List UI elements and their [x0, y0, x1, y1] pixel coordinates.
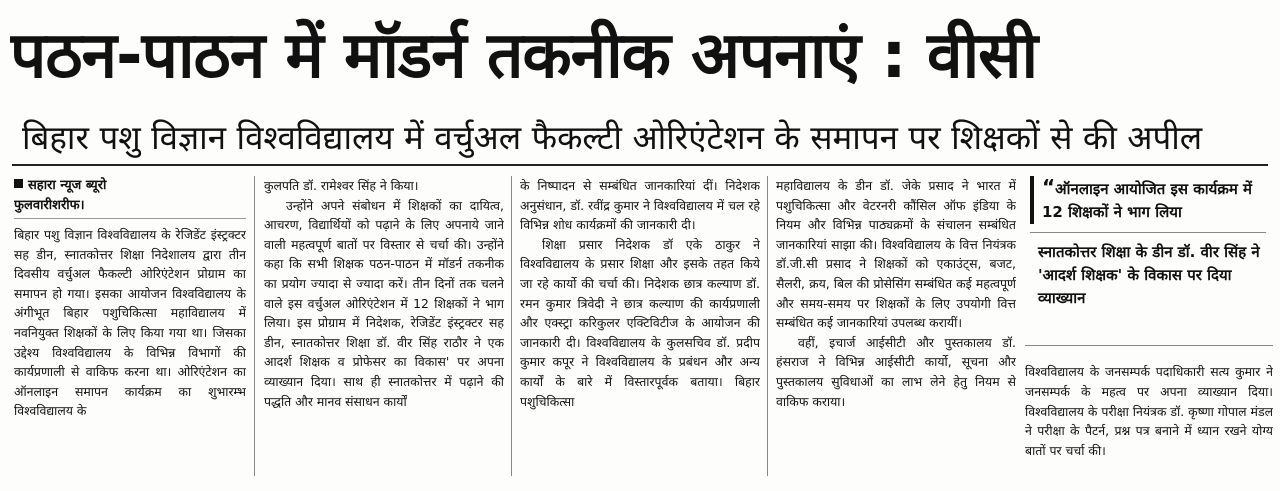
highlight-bottom-rule — [1025, 345, 1273, 346]
column-divider — [254, 176, 255, 476]
column-divider — [767, 176, 768, 476]
highlight-box — [1030, 176, 1266, 310]
square-bullet-icon — [14, 179, 23, 188]
paragraph: वहीं, इचार्ज आईसीटी और पुस्तकालय डॉ. हंसराज ने विभिन्न आईसीटी कार्यो, सूचना और पुस्तकालय सुविधाओं का लाभ लेने हेतु नियम से वाकिफ कराया। — [776, 334, 1016, 409]
paragraph: महाविद्यालय के डीन डॉ. जेके प्रसाद ने भारत में पशुचिकित्सा और वेटरनरी कौंसिल ऑफ इंडिया के नियम और विभिन्न पाठ्यक्रमों के संचालन सम्बंधित जानकारियां साझा की। विश्वविद्यालय के वित्त नियंत्रक डॉ.जी.सी प्रसाद ने शिक्षकों को एकाउंट्स, बजट, सैलरी, क्रय, बिल की प्रोसेसिंग सम्बंधित कई महत्वपूर्ण और समय-समय पर शिक्षकों के लिए उपयोगी वित्त सम्बंधित कई जानकारियां उपलब्ध करायीं। — [776, 178, 1016, 331]
dateline: फुलवारीशरीफ। — [14, 196, 246, 219]
column-divider — [511, 176, 512, 476]
paragraph: कुलपति डॉ. रामेश्वर सिंह ने किया। — [264, 178, 419, 193]
article-column-4 — [776, 176, 1016, 481]
subheadline: बिहार पशु विज्ञान विश्वविद्यालय में वर्चुअल फैकल्टी ओरिएंटेशन के समापन पर शिक्षकों से की अपील — [22, 118, 1203, 157]
paragraph: शिक्षा प्रसार निदेशक डॉ एके ठाकुर ने विश्वविद्यालय के प्रसार शिक्षा और इसके तहत किये जा रहे कार्यो की चर्चा की। निदेशक छात्र कल्याण डॉ. रमन कुमार त्रिवेदी ने छात्र कल्याण की कार्यप्रणाली और एक्स्ट्रा करिकुलर एक्टिविटीज के आयोजन की जानकारी दी। विश्वविद्यालय के कुलसचिव डॉ. प्रदीप कुमार कपूर ने विश्वविद्यालय के प्रबंधन और अन्य कार्यों के बारे में विस्तारपूर्वक बताया। बिहार पशुचिकित्सा — [520, 236, 760, 409]
quote-mark-icon: “ — [1042, 175, 1056, 199]
byline-text: सहारा न्यूज ब्यूरो — [28, 178, 107, 193]
article-column-5 — [1025, 350, 1273, 473]
byline — [14, 176, 246, 196]
paragraph: विश्वविद्यालय के जनसम्पर्क पदाधिकारी सत्य कुमार ने जनसम्पर्क के महत्व पर अपना व्याख्यान दिया। विश्वविद्यालय के परीक्षा नियंत्रक डॉ. कृष्णा गोपाल मंडल ने परीक्षा के पैटर्न, प्रश्न पत्र बनाने में ध्यान रखने योग्य बातों पर चर्चा की। — [1025, 364, 1273, 458]
paragraph: के निष्पादन से सम्बंधित जानकारियां दीं। निदेशक अनुसंधान, डॉ. रवींद्र कुमार ने विश्वविद्यालय में चल रहे विभिन्न शोध कार्यक्रमों की जानकारी दी। — [520, 178, 760, 233]
article-column-1 — [14, 176, 246, 481]
highlight-quote-2: स्नातकोत्तर शिक्षा के डीन डॉ. वीर सिंह ने 'आदर्श शिक्षक' के विकास पर दिया व्याख्यान — [1038, 243, 1260, 307]
article-column-2 — [264, 176, 504, 481]
article-column-3 — [520, 176, 760, 481]
highlight-text-1: ऑनलाइन आयोजित इस कार्यक्रम में 12 शिक्षकों ने भाग लिया — [1042, 180, 1253, 221]
paragraph: बिहार पशु विज्ञान विश्वविद्यालय के रेजिडेंट इंस्ट्रक्टर सह डीन, स्नातकोत्तर शिक्षा निदेशालय द्वारा तीन दिवसीय वर्चुअल फैकल्टी ओरिएंटेशन प्रोग्राम का समापन हो गया। इसका आयोजन विश्वविद्यालय के अंगीभूत बिहार पशुचिकित्सा महाविद्यालय में नवनियुक्त शिक्षकों के लिए किया गया था। जिसका उद्देश्य विश्वविद्यालय के विभिन्न विभागों की कार्यप्रणाली से वाकिफ करना था। ओरिएंटेशन का ऑनलाइन समापन कार्यक्रम का शुभारम्भ विश्वविद्यालय के — [14, 227, 246, 419]
headline: पठन-पाठन में मॉडर्न तकनीक अपनाएं : वीसी — [10, 19, 1038, 93]
paragraph: उन्होंने अपने संबोधन में शिक्षकों का दायित्व, आचरण, विद्यार्थियों को पढ़ाने के लिए अपनाये जाने वाली महत्वपूर्ण बातों पर विस्तार से चर्चा की। उन्होंने कहा कि सभी शिक्षक पठन-पाठन में मॉडर्न तकनीक का प्रयोग ज्यादा से ज्यादा करें। तीन दिनों तक चलने वाले इस वर्चुअल ओरिएंटेशन में 12 शिक्षकों ने भाग लिया। इस प्रोग्राम में निदेशक, रेजिडेंट इंस्ट्रक्टर सह डीन, स्नातकोत्तर शिक्षा डॉ. वीर सिंह राठौर ने एक आदर्श शिक्षक व प्रोफेसर का विकास' पर अपना व्याख्यान दिया। साथ ही स्नातकोत्तर में पढ़ाने की पद्धति और मानव संसाधन कार्यों — [264, 197, 504, 409]
highlight-divider — [1030, 232, 1266, 233]
headline-rule — [12, 164, 1268, 166]
highlight-quote-1 — [1030, 176, 1266, 224]
